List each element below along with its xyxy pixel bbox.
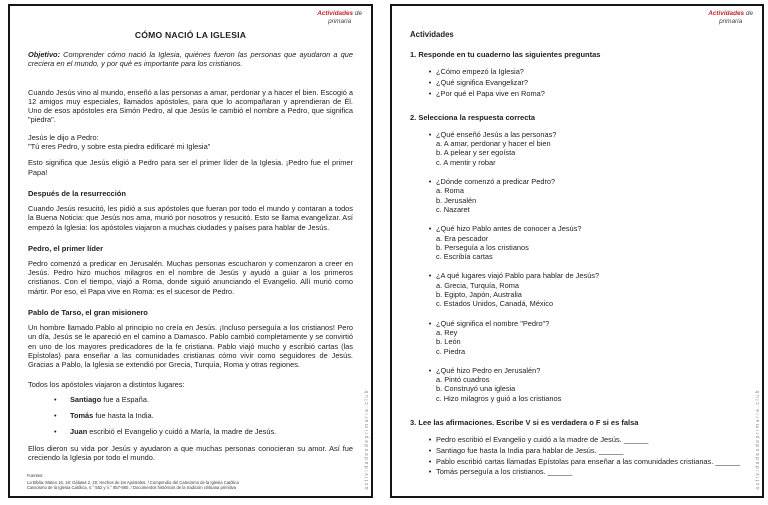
mcq-options <box>436 139 744 167</box>
activity-1-heading: 1. Responde en tu cuaderno las siguientes preguntas <box>410 50 601 59</box>
mcq-options <box>436 375 744 403</box>
page-2-content <box>392 6 762 496</box>
brand-line-1 <box>317 10 362 18</box>
sections-container <box>28 189 353 370</box>
brand-word-primaria: primaria <box>719 18 743 25</box>
apostle-detail: escribió el Evangelio y cuidó a María, la madre de Jesús. <box>87 427 277 437</box>
bullet-icon: • <box>54 394 57 404</box>
apostle-detail: fue a España. <box>101 394 149 404</box>
apostle-name: Santiago <box>70 394 102 404</box>
question-item <box>410 78 744 87</box>
apostle-name: Juan <box>70 427 88 437</box>
mcq-question-text: ¿A qué lugares viajó Pablo para hablar de Jesús? <box>436 271 600 281</box>
bullet-icon: • <box>428 129 432 139</box>
mcq-item <box>410 271 744 308</box>
mcq-item <box>410 319 744 356</box>
question-text: ¿Cómo empezó la Iglesia? <box>436 67 524 76</box>
statement-item <box>410 435 744 444</box>
sources-footnote <box>27 473 347 491</box>
section-heading: Pedro, el primer líder <box>28 243 104 253</box>
brand-word-actividades: Actividades <box>317 10 354 17</box>
objective-text: Comprender cómo nació la Iglesia, quiénes fueron las personas que ayudaron a que creciera en el mundo, y por qué es importante para los cristianos. <box>28 50 353 69</box>
mcq-question-text: ¿Qué enseñó Jesús a las personas? <box>436 129 557 139</box>
mcq-option-c: c. Nazaret <box>436 204 470 214</box>
activity-1-questions <box>410 67 744 98</box>
bullet-icon: • <box>428 456 432 466</box>
bullet-icon: • <box>428 435 432 445</box>
mcq-question-text: ¿Qué significa el nombre "Pedro"? <box>436 318 550 328</box>
mcq-option-b: b. A pelear y ser egoísta <box>436 148 516 158</box>
brand-logo <box>317 10 362 26</box>
mcq-option-c: c. Piedra <box>436 346 466 356</box>
mcq-option-a: a. A amar, perdonar y hacer el bien <box>436 139 551 149</box>
brand-word-de: de <box>354 10 362 17</box>
bullet-icon: • <box>428 365 432 375</box>
mcq-options <box>436 186 744 214</box>
statement-text: Pedro escribió el Evangelio y cuidó a la madre de Jesús. ______ <box>436 435 649 445</box>
mcq-question-text: ¿Qué hizo Pedro en Jerusalén? <box>436 365 541 375</box>
brand-line-1 <box>708 10 753 18</box>
watermark-vertical: actividadesdeprimaria.club <box>755 389 761 490</box>
mcq-option-b: b. Construyó una iglesia <box>436 384 516 394</box>
mcq-question-text: ¿Dónde comenzó a predicar Pedro? <box>436 177 556 187</box>
bullet-icon: • <box>428 271 432 281</box>
objective-paragraph <box>28 50 353 69</box>
page-1-content <box>10 6 371 496</box>
mcq-options <box>436 328 744 356</box>
mcq-question-row <box>424 224 744 233</box>
mcq-option-b: b. Perseguía a los cristianos <box>436 242 529 252</box>
mcq-option-a: a. Pintó cuadros <box>436 375 490 385</box>
quote-paragraph <box>28 133 353 152</box>
closing-paragraph: Ellos dieron su vida por Jesús y ayudaron a que muchas personas conocieran su amor. Así fue creciendo la Iglesia por todo el mundo. <box>28 443 353 463</box>
mcq-item <box>410 130 744 167</box>
document-title: CÓMO NACIÓ LA IGLESIA <box>134 30 247 40</box>
brand-word-de: de <box>745 10 753 17</box>
intro-paragraph: Cuando Jesús vino al mundo, enseñó a las personas a amar, perdonar y a hacer el bien. Escogió a 12 amigos muy especiales, llamados apóstoles, para que lo acompañaran y aprendieran de Él. Uno de esos apóstoles era Simón Pedro, al que Jesús le cambió el nombre a Pedro, que significa "piedra". <box>28 87 353 125</box>
question-item <box>410 89 744 98</box>
quote-meaning-paragraph: Esto significa que Jesús eligió a Pedro para ser el primer líder de la Iglesia. ¡Pedro fue el primer Papa! <box>28 158 353 177</box>
mcq-question-text: ¿Qué hizo Pablo antes de conocer a Jesús? <box>436 224 582 234</box>
mcq-option-c: c. Escribía cartas <box>436 252 493 262</box>
mcq-item <box>410 177 744 214</box>
mcq-option-a: a. Era pescador <box>436 233 489 243</box>
mcq-option-b: b. Jerusalén <box>436 195 477 205</box>
section-heading: Después de la resurrección <box>28 188 126 198</box>
apostle-list-item <box>28 427 353 436</box>
mcq-options <box>436 234 744 262</box>
bullet-icon: • <box>428 224 432 234</box>
bullet-icon: • <box>54 411 57 421</box>
watermark-vertical: actividadesdeprimaria.club <box>364 389 370 490</box>
mcq-item <box>410 224 744 261</box>
mcq-option-b: b. Egipto, Japón, Australia <box>436 290 522 300</box>
apostle-list <box>28 395 353 437</box>
bullet-icon: • <box>428 318 432 328</box>
activities-title: Actividades <box>410 30 454 39</box>
section-paragraph: Pedro comenzó a predicar en Jerusalén. Muchas personas escucharon y comenzaron a creer en Jesús. Pedro hizo muchos milagros en el nombre de Jesús y ayudó a guiar a los primeros cristianos. Con el tiempo, viajó a Roma, donde siguió anunciando el Evangelio. Allí murió como mártir. Por eso, el Papa vive en Roma: es el sucesor de Pedro. <box>28 258 353 296</box>
bullet-icon: • <box>428 467 432 477</box>
worksheet-page-1 <box>8 4 373 498</box>
sources-lines <box>27 480 347 491</box>
mcq-option-b: b. León <box>436 337 461 347</box>
bullet-icon: • <box>428 177 432 187</box>
question-text: ¿Qué significa Evangelizar? <box>436 77 529 87</box>
brand-logo <box>708 10 753 26</box>
mcq-question-row <box>424 366 744 375</box>
objective-label: Objetivo: <box>28 50 61 59</box>
apostle-list-item <box>28 395 353 404</box>
brand-word-actividades: Actividades <box>708 10 745 17</box>
question-text: ¿Por qué el Papa vive en Roma? <box>436 88 545 98</box>
apostle-name: Tomás <box>70 411 94 421</box>
statement-text: Tomás perseguía a los cristianos. ______ <box>436 467 573 477</box>
mcq-option-c: c. Hizo milagros y guió a los cristianos <box>436 393 562 403</box>
quote-intro-line: Jesús le dijo a Pedro: <box>28 132 99 142</box>
mcq-question-row <box>424 271 744 280</box>
statement-item <box>410 467 744 476</box>
statement-text: Pablo escribió cartas llamadas Epístolas para enseñar a las comunidades cristianas. ______ <box>436 456 741 466</box>
statement-item <box>410 446 744 455</box>
section-paragraph: Un hombre llamado Pablo al principio no creía en Jesús. ¡Incluso perseguía a los cristianos! Pero un día, Jesús se le apareció en el camino a Damasco. Pablo cambió completamente y se convirtió en uno de los mayores predicadores de la fe cristiana. Pablo viajó mucho y escribió cartas (las Epístolas) para enseñar a las comunidades cristianas cómo vivir como seguidores de Jesús. Gracias a Pablo, la Iglesia se extendió por Grecia, Turquía, Roma y otras regiones. <box>28 323 353 370</box>
activity-2-questions <box>410 130 744 403</box>
apostle-list-text <box>70 411 154 420</box>
apostle-list-text <box>70 427 276 436</box>
source-line: Catecismo de la Iglesia Católica, n.° 552 y n.° 857-860. / Documentos históricos de la tradición cristiana primitiva <box>27 485 237 491</box>
mcq-question-row <box>424 130 744 139</box>
source-line: La Biblia: Mateo 16, 18; Gálatas 2, 20; Hechos de los Apóstoles. / Compendio del Catecismo de la Iglesia Católica <box>27 479 239 485</box>
apostle-list-item <box>28 411 353 420</box>
statement-text: Santiago fue hasta la India para hablar de Jesús. ______ <box>436 445 624 455</box>
bullet-icon: • <box>428 77 432 87</box>
bullet-icon: • <box>428 88 432 98</box>
apostle-detail: fue hasta la India. <box>93 411 154 421</box>
activity-2-heading: 2. Selecciona la respuesta correcta <box>410 112 536 122</box>
mcq-option-a: a. Grecia, Turquía, Roma <box>436 280 519 290</box>
question-item <box>410 67 744 76</box>
mcq-option-a: a. Rey <box>436 327 458 337</box>
quote-line: "Tú eres Pedro, y sobre esta piedra edificaré mi Iglesia" <box>28 142 211 152</box>
section-paragraph: Cuando Jesús resucitó, les pidió a sus apóstoles que fueran por todo el mundo y contaran a todos la Buena Noticia: que Jesús nos ama, murió por nosotros y resucitó. Esto se llama evangelizar. Así empezó la Iglesia: los apóstoles viajaron a muchas ciudades y países para hablar de Jesús. <box>28 203 353 232</box>
mcq-question-row <box>424 319 744 328</box>
worksheet-page-2 <box>390 4 764 498</box>
travels-intro: Todos los apóstoles viajaron a distintos lugares: <box>28 379 185 389</box>
sources-label: Fuentes: <box>27 473 44 479</box>
mcq-question-row <box>424 177 744 186</box>
brand-word-primaria: primaria <box>328 18 352 25</box>
mcq-options <box>436 281 744 309</box>
mcq-option-c: c. Estados Unidos, Canadá, México <box>436 299 554 309</box>
activity-3-statements <box>410 435 744 477</box>
bullet-icon: • <box>428 67 432 76</box>
bullet-icon: • <box>54 427 57 437</box>
bullet-icon: • <box>428 445 432 455</box>
section-heading: Pablo de Tarso, el gran misionero <box>28 308 148 318</box>
mcq-option-c: c. A mentir y robar <box>436 157 496 167</box>
activity-3-heading: 3. Lee las afirmaciones. Escribe V si es verdadera o F si es falsa <box>410 418 639 428</box>
statement-item <box>410 457 744 466</box>
mcq-item <box>410 366 744 403</box>
mcq-option-a: a. Roma <box>436 186 464 196</box>
apostle-list-text <box>70 395 149 404</box>
